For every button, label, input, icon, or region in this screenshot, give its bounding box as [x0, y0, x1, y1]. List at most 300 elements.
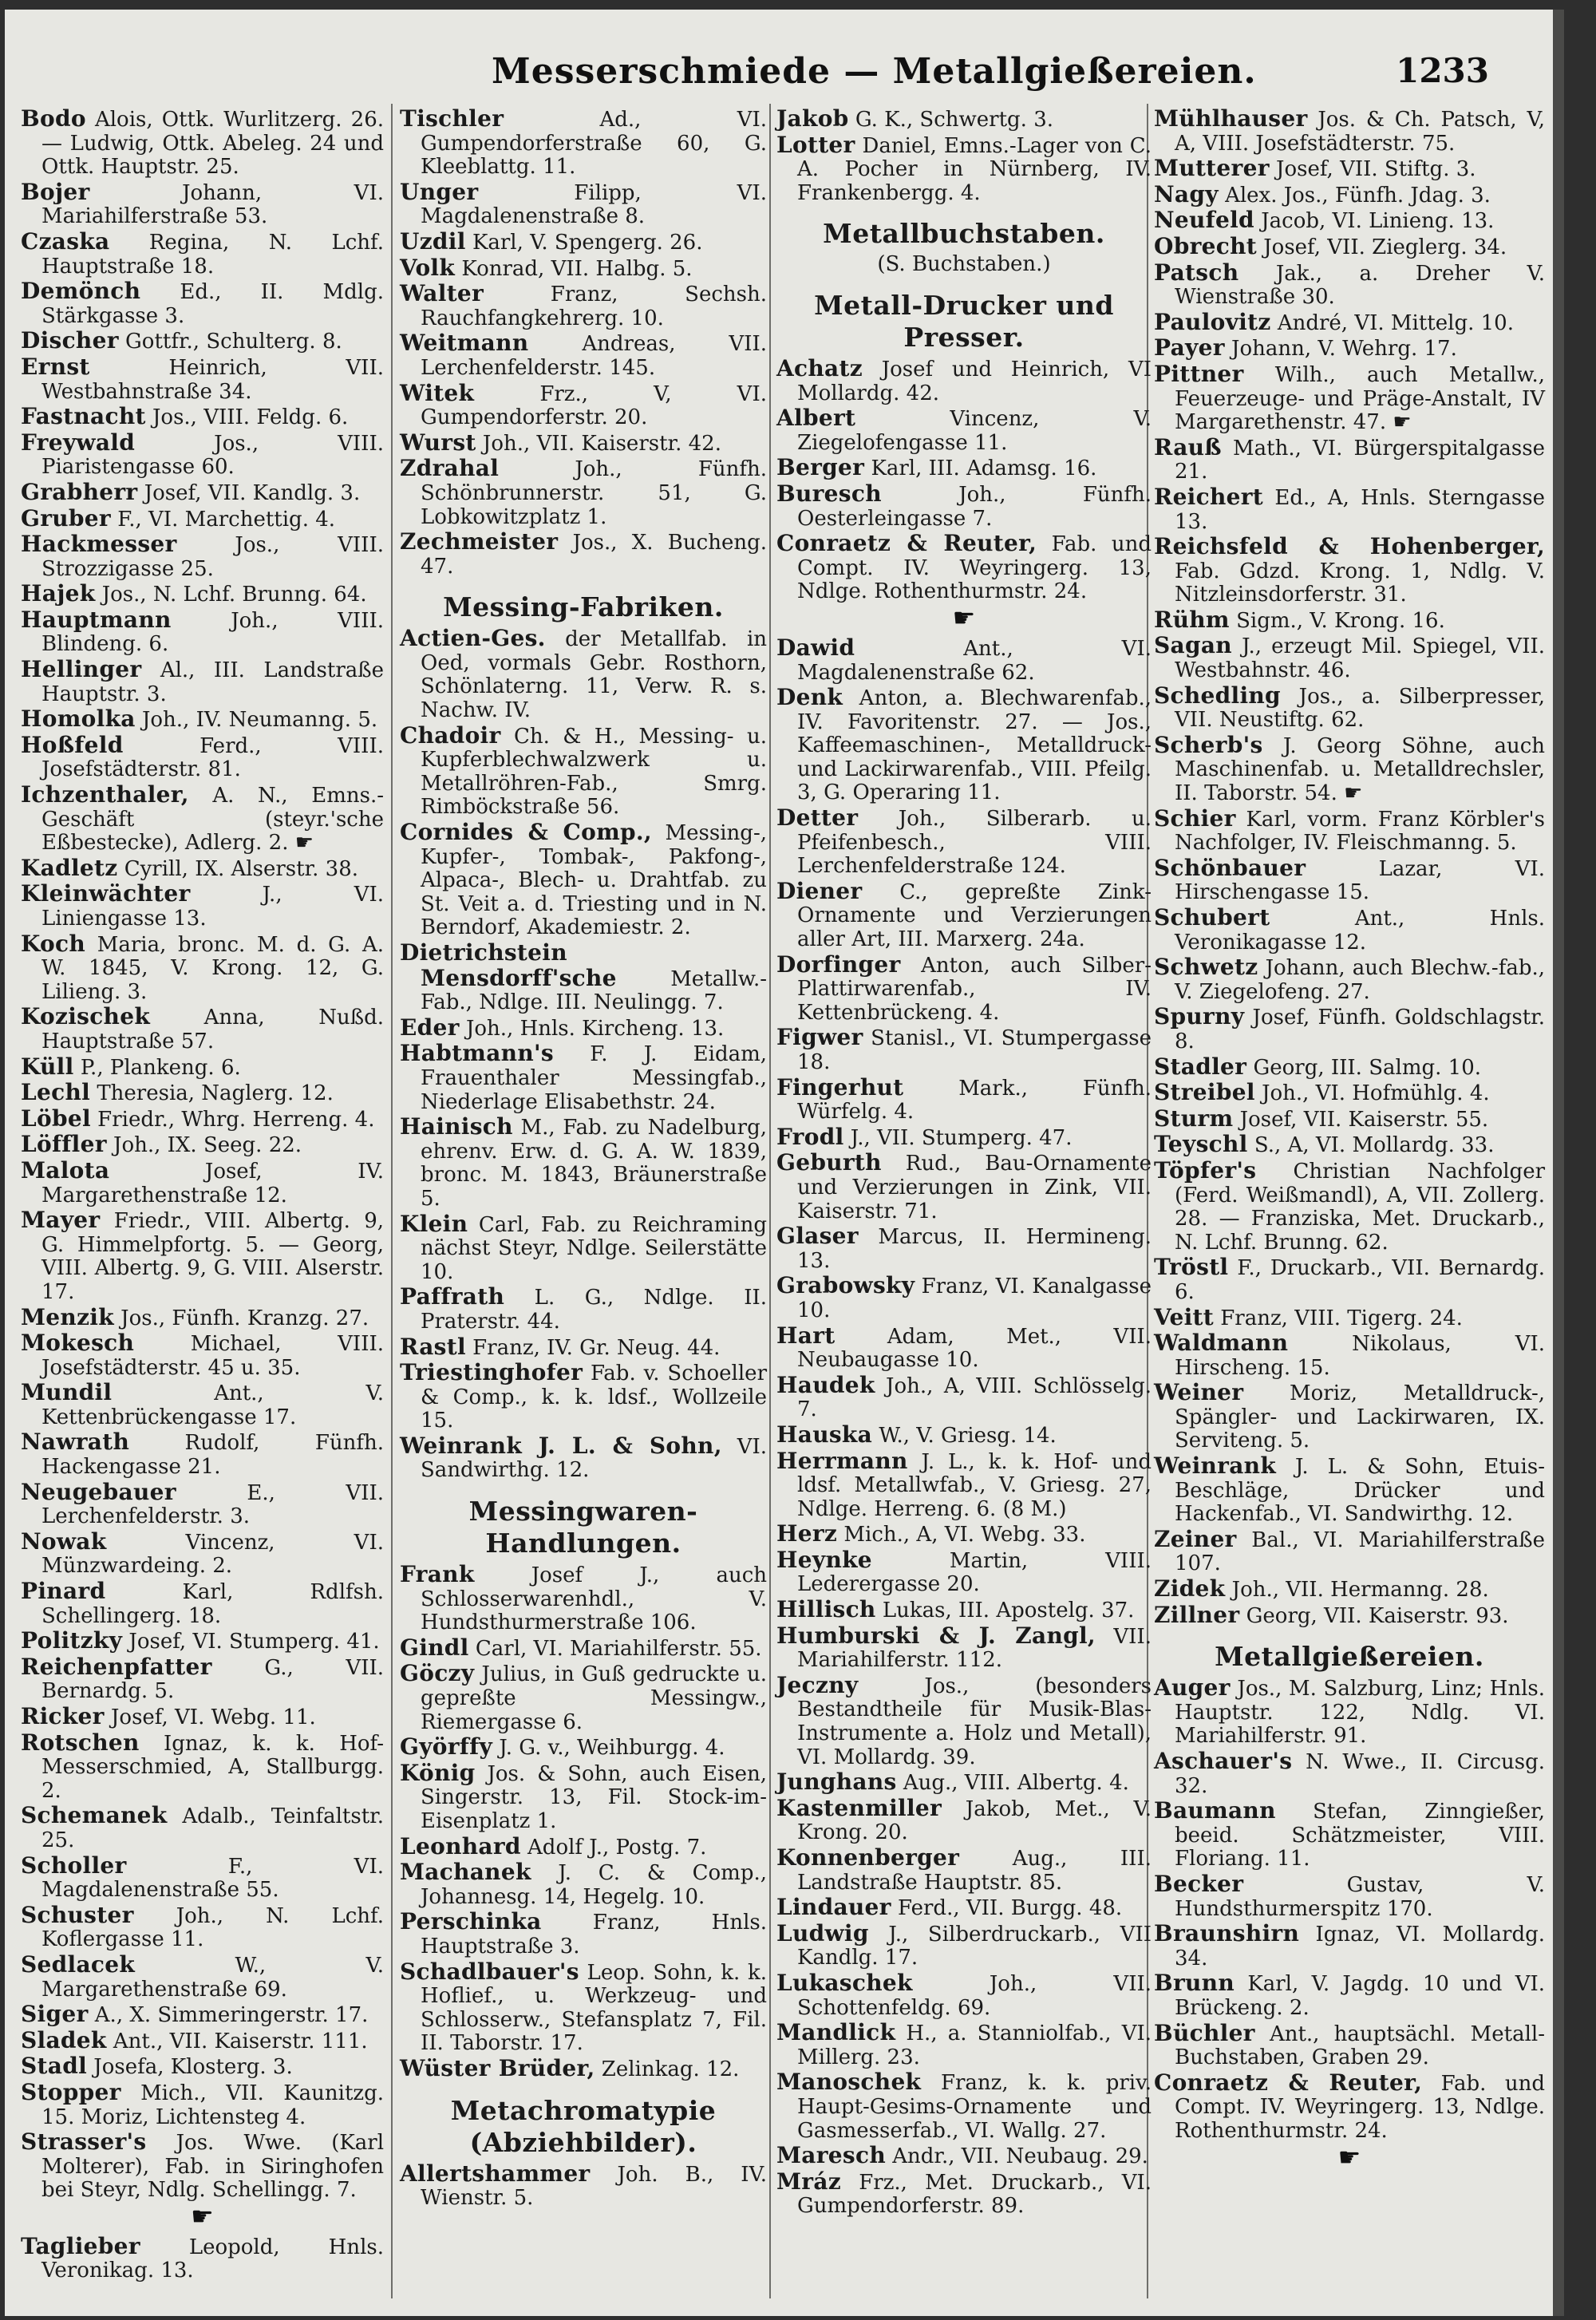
entry-name: Machanek: [400, 1859, 531, 1886]
entry-details: Frz., V, VI. Gumpendorferstr. 20.: [421, 381, 767, 430]
entry-details: Josef, VII. Zieglerg. 34.: [1263, 235, 1507, 259]
directory-entry: [776, 1423, 1152, 1449]
entry-name: Wurst: [400, 429, 476, 456]
entry-details: Karl, III. Adamsg. 16.: [871, 456, 1097, 481]
directory-entry: [776, 1624, 1152, 1673]
entry-name: Ludwig: [776, 1919, 869, 1947]
entry-name: Neugebauer: [21, 1478, 176, 1505]
directory-entry: [400, 1361, 767, 1433]
entry-details: Messing-, Kupfer-, Tombak-, Pakfong-, Alpaca-, Blech- u. Drahtfab. zu St. Veit a. d. Triesting und in N. Berndorf, Akademiestr. 2.: [421, 821, 767, 940]
entry-name: Waldmann: [1154, 1330, 1289, 1357]
entry-details: Gustav, V. Hundsthurmerspitz 170.: [1175, 1872, 1545, 1921]
directory-entry: [21, 1731, 384, 1804]
entry-details: Friedr., VIII. Albertg. 9, G. Himmelpfortg. 5. — Georg, VIII. Albertg. 9, G. VIII. Alserstr. 17.: [41, 1209, 385, 1304]
entry-name: Cornides & Comp.,: [400, 819, 652, 846]
directory-entry: [21, 2054, 384, 2080]
directory-entry: [21, 1950, 385, 2002]
entry-details: Vincenz, V. Ziegelofengasse 11.: [797, 407, 1152, 455]
directory-entry: [776, 1224, 1152, 1273]
entry-details: Jos., VIII. Strozzigasse 25.: [41, 533, 384, 581]
directory-entry: [1154, 232, 1545, 260]
directory-entry: [400, 1960, 767, 2056]
directory-entry: [21, 1156, 384, 1207]
directory-entry: [1154, 1303, 1545, 1331]
directory-entry: [400, 1761, 767, 1834]
directory-entry: [776, 456, 1152, 481]
directory-entry: [21, 1629, 384, 1654]
entry-name: Nagy: [1154, 180, 1219, 207]
entry-name: Lukaschek: [776, 1969, 913, 1996]
entry-name: Dietrichstein Mensdorff'sche: [400, 939, 617, 991]
entry-name: Rauß: [1154, 433, 1222, 460]
column-1: [21, 107, 384, 2284]
entry-details: Adam, Met., VII. Neubaugasse 10.: [797, 1324, 1152, 1373]
entry-name: Berger: [776, 454, 865, 481]
entry-name: Löffler: [21, 1131, 107, 1158]
entry-name: Tischler: [400, 105, 504, 132]
directory-entry: [1154, 804, 1545, 856]
entry-details: Joh., VII. Schottenfeldg. 69.: [797, 1971, 1152, 2020]
entry-name: Mráz: [776, 2168, 841, 2195]
directory-entry: [400, 331, 767, 380]
entry-details: Jos., Fünfh. Kranzg. 27.: [120, 1306, 369, 1330]
entry-name: Payer: [1154, 334, 1225, 362]
entry-name: Triestinghofer: [400, 1359, 583, 1386]
directory-entry: [1154, 1603, 1545, 1629]
entry-details: F., VI. Magdalenenstraße 55.: [41, 1854, 384, 1903]
directory-entry: [400, 626, 767, 722]
directory-entry: [400, 2054, 767, 2082]
section-note: (S. Buchstaben.): [877, 252, 1051, 277]
entry-name: Hillisch: [776, 1596, 876, 1623]
directory-entry: [776, 2170, 1152, 2219]
entry-details: J. L., k. k. Hof- und ldsf. Metallwfab., V. Griesg. 27, Ndlge. Herreng. 6. (8 M.): [797, 1449, 1152, 1521]
entry-name: Siger: [21, 2001, 89, 2028]
entry-details: Joh., VII. Hermanng. 28.: [1231, 1578, 1489, 1603]
directory-entry: [776, 1971, 1152, 2020]
entry-details: J., VII. Stumperg. 47.: [850, 1125, 1073, 1150]
entry-details: E., VII. Lerchenfelderstr. 3.: [41, 1480, 384, 1529]
entry-details: Regina, N. Lchf. Hauptstraße 18.: [41, 230, 384, 279]
directory-entry: [400, 820, 767, 940]
entry-details: Joh., VII. Kaiserstr. 42.: [482, 431, 721, 456]
entry-details: Johann, auch Blechw.-fab., V. Ziegelofeng. 27.: [1175, 956, 1546, 1004]
entry-details: Ant., VII. Kaiserstr. 111.: [113, 2029, 368, 2053]
entry-name: Jakob: [776, 105, 849, 132]
entry-name: Figwer: [776, 1024, 863, 1051]
entry-details: Julius, in Guß gedruckte u. gepreßte Messingw., Riemergasse 6.: [421, 1662, 767, 1734]
entry-details: Fab. und Compt. IV. Weyringerg. 13, Ndlge. Rothenthurmstr. 24.: [797, 532, 1152, 604]
entry-name: Braunshirn: [1154, 1920, 1300, 1947]
entry-details: M., Fab. zu Nadelburg, ehrenv. Erw. d. G. A. W. 1839, bronc. M. 1843, Bräunerstraße 5.: [421, 1116, 768, 1211]
entry-details: Ant., VI. Magdalenenstraße 62.: [797, 636, 1152, 685]
entry-name: Schwetz: [1154, 954, 1258, 981]
directory-entry: [1154, 362, 1545, 435]
entry-details: F., Druckarb., VII. Bernardg. 6.: [1175, 1256, 1545, 1304]
entry-name: Schönbauer: [1154, 854, 1306, 881]
entry-details: A. N., Emns.-Geschäft (steyr.'sche Eßbestecke), Adlerg. 2. ☛: [41, 784, 384, 856]
directory-entry: [776, 1151, 1152, 1223]
entry-name: Weiner: [1154, 1379, 1244, 1406]
directory-entry: [776, 1846, 1152, 1895]
entry-details: Josef, VI. Stumperg. 41.: [128, 1630, 380, 1654]
entry-name: Fastnacht: [21, 403, 146, 430]
entry-name: Paulovitz: [1154, 308, 1271, 335]
entry-name: Obrecht: [1154, 232, 1257, 259]
directory-entry: [21, 431, 384, 480]
column-2: [400, 107, 767, 2211]
entry-details: Karl, vorm. Franz Körbler's Nachfolger, IV. Fleischmanng. 5.: [1175, 807, 1545, 856]
entry-details: J., VI. Liniengasse 13.: [41, 883, 385, 931]
entry-details: Konrad, VII. Halbg. 5.: [461, 256, 693, 281]
directory-entry: [776, 1449, 1152, 1522]
directory-entry: [21, 1854, 384, 1903]
entry-details: Ant., Hnls. Veronikagasse 12.: [1175, 907, 1545, 954]
entry-details: Karl, Rdlfsh. Schellingerg. 18.: [41, 1580, 384, 1628]
entry-name: Aschauer's: [1154, 1748, 1293, 1774]
directory-entry: [400, 1832, 767, 1860]
directory-entry: [1154, 608, 1545, 634]
entry-name: Taglieber: [21, 2232, 140, 2259]
entry-name: Junghans: [776, 1769, 897, 1796]
directory-entry: [776, 354, 1152, 405]
entry-name: Rastl: [400, 1333, 466, 1360]
directory-entry: [1154, 310, 1545, 336]
directory-entry: [21, 1132, 384, 1158]
entry-details: S., A, VI. Mollardg. 33.: [1254, 1133, 1495, 1158]
entry-name: Bojer: [21, 178, 90, 205]
entry-details: Adalb., Teinfaltstr. 25.: [41, 1804, 384, 1852]
entry-name: Sturm: [1154, 1105, 1234, 1132]
entry-name: Kozischek: [21, 1003, 151, 1030]
entry-details: Franz, IV. Gr. Neug. 44.: [472, 1335, 721, 1360]
entry-details: W., V. Griesg. 14.: [879, 1423, 1057, 1448]
directory-entry: [21, 1579, 384, 1628]
directory-entry: [21, 2002, 384, 2028]
entry-details: Marcus, II. Hermineng. 13.: [797, 1225, 1152, 1273]
entry-details: Johann, VI. Mariahilferstraße 53.: [41, 180, 384, 229]
entry-name: Küll: [21, 1053, 74, 1080]
directory-entry: [776, 879, 1152, 952]
entry-details: Jos., VIII. Piaristengasse 60.: [41, 431, 384, 480]
entry-details: Maria, bronc. M. d. G. A. W. 1845, V. Krong. 12, G. Lilieng. 3.: [41, 932, 384, 1004]
entry-details: J. Georg Söhne, auch Maschinenfab. u. Metalldrechsler, II. Taborstr. 54. ☛: [1175, 733, 1545, 806]
directory-page: [5, 10, 1564, 2316]
entry-details: Lukas, III. Apostelg. 37.: [882, 1599, 1135, 1623]
entry-details: Josef, Fünfh. Goldschlagstr. 8.: [1175, 1006, 1545, 1053]
directory-entry: [21, 355, 384, 404]
entry-details: Josef, VI. Webg. 11.: [111, 1705, 316, 1729]
directory-entry: [21, 582, 384, 607]
directory-entry: [400, 1910, 767, 1958]
directory-entry: [21, 1081, 384, 1106]
directory-entry: [1154, 208, 1545, 234]
directory-entry: [776, 636, 1152, 685]
entry-name: Menzik: [21, 1303, 114, 1330]
entry-details: Joh., N. Lchf. Koflergasse 11.: [41, 1903, 385, 1952]
entry-details: Jos., (besonders Bestandtheile für Musik-Blas-Instrumente a. Holz und Metall), VI. Mollardg. 39.: [797, 1674, 1152, 1769]
directory-entry: [776, 1522, 1152, 1547]
entry-name: Herrmann: [776, 1447, 908, 1474]
directory-entry: [776, 1125, 1152, 1151]
entry-name: Albert: [776, 405, 856, 432]
directory-entry: [400, 1285, 767, 1334]
entry-details: Ad., VI. Gumpendorferstraße 60, G. Kleeblattg. 11.: [421, 108, 768, 180]
directory-entry: [21, 180, 384, 229]
directory-entry: [776, 1073, 1152, 1124]
entry-details: Jacob, VI. Linieng. 13.: [1261, 209, 1495, 234]
entry-details: Franz, VIII. Tigerg. 24.: [1220, 1306, 1463, 1330]
entry-name: Scherb's: [1154, 731, 1263, 758]
entry-name: Achatz: [776, 354, 863, 381]
directory-entry: [776, 686, 1152, 805]
entry-details: Christian Nachfolger (Ferd. Weißmandl), A, VII. Zollerg. 28. — Franziska, Met. Druckarb., N. Lchf. Brunng. 62.: [1175, 1159, 1546, 1255]
entry-name: Dawid: [776, 634, 855, 661]
entry-details: Cyrill, IX. Alserstr. 38.: [124, 856, 359, 881]
entry-name: Fingerhut: [776, 1073, 904, 1101]
directory-entry: [776, 1919, 1152, 1970]
directory-entry: [1154, 1749, 1545, 1798]
entry-details: Joh., VI. Hofmühlg. 4.: [1262, 1081, 1490, 1106]
entry-details: Andr., VII. Neubaug. 29.: [892, 2144, 1148, 2169]
directory-entry: [1154, 1454, 1545, 1527]
directory-entry: [1154, 1971, 1545, 2020]
directory-entry: [21, 1804, 384, 1852]
entry-details: VII. Mariahilferstr. 112.: [797, 1624, 1152, 1673]
directory-entry: [1154, 634, 1545, 682]
directory-entry: [400, 180, 767, 229]
entry-name: Ricker: [21, 1703, 105, 1729]
directory-entry: [776, 1895, 1152, 1921]
entry-details: Bal., VI. Mariahilferstraße 107.: [1175, 1528, 1546, 1576]
entry-details: Franz, k. k. priv. Haupt-Gesims-Ornamente und Gasmesserfab., VI. Wallg. 27.: [797, 2071, 1152, 2143]
entry-name: Göczy: [400, 1660, 475, 1687]
directory-entry: [21, 1903, 384, 1952]
entry-name: Haudek: [776, 1371, 875, 1398]
directory-entry: [400, 2162, 767, 2211]
entry-details: Theresia, Naglerg. 12.: [97, 1081, 334, 1106]
directory-entry: [1154, 156, 1545, 182]
entry-name: Grabherr: [21, 478, 138, 505]
directory-entry: [21, 329, 384, 354]
entry-name: Hauptmann: [21, 606, 172, 633]
directory-entry: [400, 1662, 767, 1734]
directory-entry: [1154, 1132, 1545, 1158]
entry-name: Gindl: [400, 1634, 469, 1661]
directory-entry: [400, 456, 767, 529]
directory-entry: [21, 1107, 384, 1132]
entry-name: Uzdil: [400, 227, 466, 255]
entry-name: Löbel: [21, 1105, 91, 1132]
entry-details: Stanisl., VI. Stumpergasse 18.: [797, 1026, 1152, 1074]
entry-name: Lechl: [21, 1079, 91, 1106]
entry-name: Humburski & J. Zangl,: [776, 1622, 1096, 1649]
entry-details: Michael, VIII. Josefstädterstr. 45 u. 35.: [41, 1332, 384, 1380]
entry-details: Anna, Nußd. Hauptstraße 57.: [41, 1006, 384, 1053]
entry-name: Weitmann: [400, 330, 529, 357]
entry-details: Josefa, Klosterg. 3.: [93, 2055, 293, 2080]
entry-details: Rudolf, Fünfh. Hackengasse 21.: [41, 1431, 385, 1480]
entry-name: Töpfer's: [1154, 1156, 1257, 1184]
entry-details: Alois, Ottk. Wurlitzerg. 26. — Ludwig, Ottk. Abeleg. 24 und Ottk. Hauptstr. 25.: [41, 108, 384, 180]
pointing-hand-icon: ☛: [1337, 2141, 1361, 2172]
entry-details: Mark., Fünfh. Würfelg. 4.: [797, 1076, 1152, 1124]
entry-details: A., X. Simmeringerstr. 17.: [94, 2003, 369, 2028]
entry-details: Carl, Fab. zu Reichraming nächst Steyr, Ndlge. Seilerstätte 10.: [421, 1212, 767, 1284]
section-heading: Metallbuchstaben.: [823, 218, 1105, 250]
entry-name: Manoschek: [776, 2069, 922, 2096]
entry-name: Konnenberger: [776, 1844, 960, 1871]
entry-name: Stadl: [21, 2053, 88, 2080]
entry-details: F. J. Eidam, Frauenthaler Messingfab., Niederlage Elisabethstr. 24.: [421, 1042, 768, 1114]
directory-entry: [400, 1041, 767, 1114]
directory-entry: [21, 1303, 384, 1331]
directory-entry: [21, 480, 384, 506]
section-heading: Metall-Drucker und Presser.: [814, 289, 1114, 353]
entry-name: Geburth: [776, 1149, 882, 1176]
entry-details: Fab. Gdzd. Krong. 1, Ndlg. V. Nitzleinsdorferstr. 31.: [1175, 559, 1545, 607]
entry-name: Reichenpfatter: [21, 1653, 212, 1680]
directory-entry: [21, 279, 384, 328]
directory-entry: [21, 1430, 384, 1479]
entry-name: Heynke: [776, 1546, 872, 1573]
entry-name: Conraetz & Reuter,: [776, 530, 1037, 557]
directory-entry: [776, 1598, 1152, 1623]
entry-name: Weinrank J. L. & Sohn,: [400, 1432, 722, 1459]
entry-details: Josef, VII. Stiftg. 3.: [1276, 157, 1476, 182]
section-heading: Messing-Fabriken.: [443, 591, 724, 623]
entry-name: Conraetz & Reuter,: [1154, 2069, 1423, 2096]
directory-entry: [1154, 485, 1545, 534]
entry-details: Rud., Bau-Ornamente und Verzierungen in Zink, VII. Kaiserstr. 71.: [797, 1152, 1152, 1223]
entry-details: Leopold, Hnls. Veronikag. 13.: [41, 2235, 385, 2283]
directory-entry: [21, 1208, 384, 1304]
directory-entry: [1154, 1005, 1545, 1053]
entry-details: Carl, VI. Mariahilferstr. 55.: [475, 1636, 762, 1661]
directory-entry: [776, 2144, 1152, 2169]
directory-entry: [21, 733, 384, 782]
entry-name: Zechmeister: [400, 528, 559, 555]
entry-details: Al., III. Landstraße Hauptstr. 3.: [41, 658, 385, 706]
directory-entry: [21, 405, 384, 430]
entry-details: Heinrich, VII. Westbahnstraße 34.: [41, 355, 384, 404]
directory-entry: [21, 1530, 384, 1579]
entry-details: Zelinkag. 12.: [601, 2057, 740, 2081]
entry-name: Hackmesser: [21, 531, 177, 558]
entry-details: Jos. Wwe. (Karl Molterer), Fab. in Siringhofen bei Steyr, Ndlg. Schellingg. 7.: [41, 2131, 385, 2203]
entry-details: N. Wwe., II. Circusg. 32.: [1175, 1750, 1546, 1798]
page-number: 1233: [1396, 51, 1489, 90]
entry-name: Mutterer: [1154, 155, 1270, 182]
directory-entry: [1154, 535, 1545, 607]
directory-entry: [21, 504, 384, 532]
entry-name: Zidek: [1154, 1575, 1226, 1603]
directory-entry: [776, 1548, 1152, 1597]
entry-name: Stopper: [21, 2078, 121, 2105]
entry-details: G. K., Schwertg. 3.: [855, 108, 1054, 132]
column-rule: [769, 104, 771, 2298]
entry-name: Hajek: [21, 580, 96, 607]
entry-name: Sedlacek: [21, 1950, 136, 1978]
directory-entry: [400, 381, 767, 430]
entry-details: Joh., A, VIII. Schlösselg. 7.: [797, 1373, 1152, 1422]
entry-name: Schedling: [1154, 682, 1281, 709]
entry-name: Brunn: [1154, 1970, 1235, 1997]
entry-details: Ed., A, Hnls. Sterngasse 13.: [1175, 485, 1546, 534]
entry-details: Karl, V. Jagdg. 10 und VI. Brückeng. 2.: [1175, 1972, 1546, 2020]
entry-details: Stefan, Zinngießer, beeid. Schätzmeister, VIII. Floriang. 11.: [1175, 1800, 1546, 1871]
directory-entry: [21, 1381, 384, 1429]
directory-entry: [1154, 180, 1545, 208]
directory-entry: [1154, 1922, 1545, 1970]
entry-details: Joh., IX. Seeg. 22.: [113, 1133, 302, 1158]
entry-name: Hart: [776, 1322, 836, 1349]
directory-entry: [21, 783, 384, 856]
directory-entry: [1154, 2019, 1546, 2070]
directory-entry: [21, 882, 384, 931]
entry-name: Freywald: [21, 429, 136, 456]
entry-name: Unger: [400, 178, 479, 205]
entry-name: Kleinwächter: [21, 880, 191, 907]
directory-entry: [400, 227, 767, 255]
entry-name: Mühlhauser: [1154, 105, 1308, 132]
entry-name: Becker: [1154, 1870, 1244, 1897]
entry-name: Mokesch: [21, 1330, 135, 1357]
directory-entry: [400, 721, 767, 820]
entry-name: Schuster: [21, 1901, 134, 1928]
entry-name: Demönch: [21, 278, 141, 305]
directory-entry: [776, 133, 1152, 206]
directory-entry: [1154, 1255, 1545, 1304]
entry-name: Mayer: [21, 1207, 101, 1234]
entry-details: Georg, III. Salmg. 10.: [1253, 1055, 1482, 1080]
directory-entry: [400, 1115, 767, 1211]
entry-name: Glaser: [776, 1223, 859, 1250]
entry-name: Teyschl: [1154, 1131, 1248, 1158]
entry-name: Pinard: [21, 1578, 106, 1605]
entry-details: Jak., a. Dreher V. Wienstraße 30.: [1175, 261, 1545, 310]
entry-name: Neufeld: [1154, 207, 1254, 234]
entry-name: Zillner: [1154, 1601, 1240, 1628]
directory-entry: [776, 1026, 1152, 1074]
directory-entry: [1154, 2071, 1545, 2144]
entry-details: W., V. Margarethenstraße 69.: [41, 1953, 385, 2002]
entry-details: Aug., VIII. Albertg. 4.: [903, 1771, 1129, 1796]
directory-entry: [776, 953, 1152, 1026]
directory-entry: [776, 1671, 1152, 1769]
directory-entry: [1154, 733, 1545, 806]
directory-entry: [1154, 1525, 1546, 1576]
entry-details: Filipp, VI. Magdalenenstraße 8.: [421, 180, 767, 229]
entry-name: Schemanek: [21, 1802, 168, 1829]
entry-name: Hellinger: [21, 656, 142, 683]
entry-details: Joh., IV. Neumanng. 5.: [141, 708, 378, 733]
directory-entry: [21, 1005, 384, 1053]
entry-name: Baumann: [1154, 1797, 1276, 1824]
directory-entry: [21, 658, 384, 706]
entry-details: Gottfr., Schulterg. 8.: [125, 330, 342, 354]
entry-name: Frank: [400, 1561, 475, 1588]
entry-details: Franz, Sechsh. Rauchfangkehrerg. 10.: [421, 283, 767, 330]
entry-name: Schadlbauer's: [400, 1958, 579, 1985]
running-head: [5, 51, 1553, 99]
entry-name: Czaska: [21, 227, 110, 255]
entry-name: Lindauer: [776, 1894, 891, 1921]
directory-entry: [1154, 1055, 1545, 1081]
entry-details: Moriz, Metalldruck-, Spängler- und Lackirwaren, IX. Serviteng. 5.: [1175, 1381, 1546, 1453]
entry-name: Rühm: [1154, 606, 1230, 633]
entry-name: Strasser's: [21, 2128, 147, 2156]
